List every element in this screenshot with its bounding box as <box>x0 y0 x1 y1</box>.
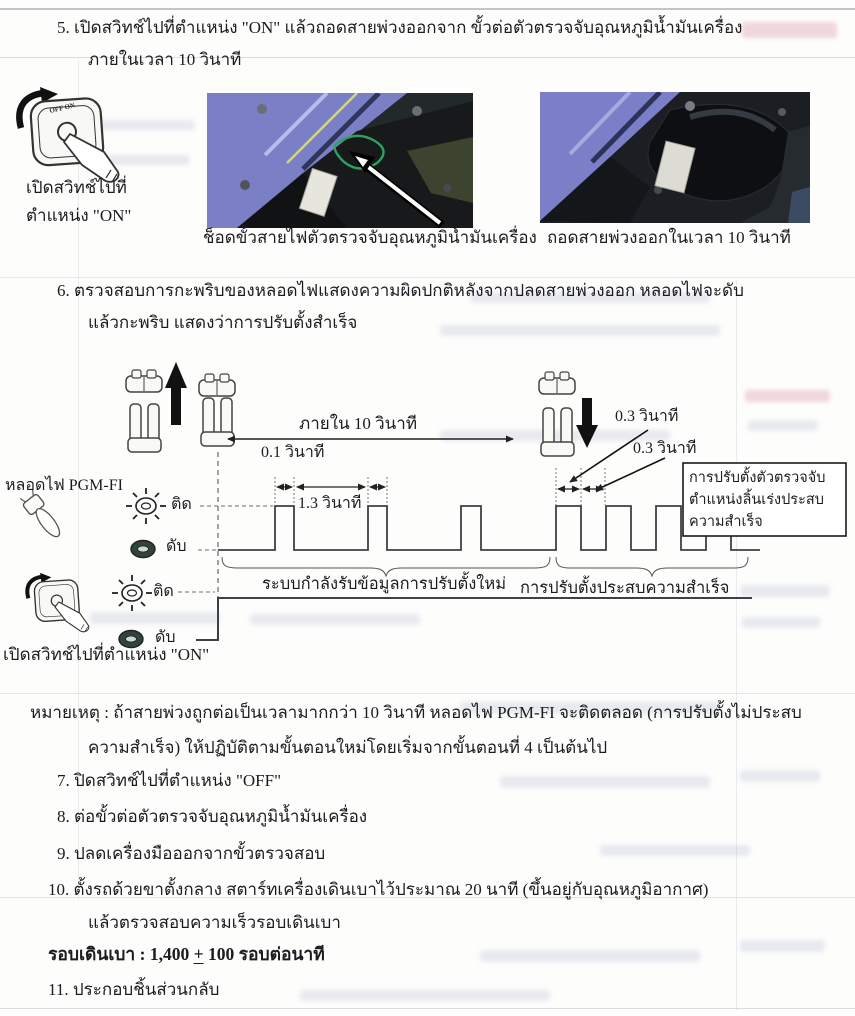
connector-body-reconnect <box>541 408 574 456</box>
bleedthrough-text <box>740 770 820 782</box>
note-line2: ความสำเร็จ) ให้ปฏิบัติตามขั้นตอนใหม่โดยเริ่มจากขั้นตอนที่ 4 เป็นต้นไป <box>88 738 608 757</box>
step-5-line2: ภายในเวลา 10 วินาที <box>88 50 242 69</box>
switch-on-trace <box>196 598 752 640</box>
receiving-data-label: ระบบกำลังรับข้อมูลการปรับตั้งใหม่ <box>262 574 507 593</box>
time-03s-label-b: 0.3 วินาที <box>633 440 697 457</box>
ignition-switch <box>19 87 118 182</box>
bleedthrough-line <box>0 277 855 278</box>
switch-caption-line1: เปิดสวิทช์ไปที่ <box>26 178 127 197</box>
connector-cap-reconnect <box>539 372 575 394</box>
bleedthrough-text <box>480 950 700 962</box>
photo2-caption: ถอดสายพ่วงออกในเวลา 10 วินาที <box>547 228 791 247</box>
step-7: 7. ปิดสวิทช์ไปที่ตำแหน่ง "OFF" <box>57 771 282 790</box>
pgmfi-lamp-label: หลอดไฟ PGM-FI <box>5 477 123 494</box>
pgmfi-bulb-icon <box>19 489 66 542</box>
connector-body-disconnected <box>128 404 161 452</box>
within-10s-label: ภายใน 10 วินาที <box>299 414 418 433</box>
step-6-line1: 6. ตรวจสอบการกะพริบของหลอดไฟแสดงความผิดปกติหลังจากปลดสายพ่วงออก หลอดไฟจะดับ <box>57 281 744 300</box>
lamp-on-icon <box>126 488 166 524</box>
success-note-line2: ตำแหน่งลิ้นเร่งประสบ <box>689 492 824 508</box>
bleedthrough-text <box>742 22 837 38</box>
success-note-line1: การปรับตั้งตัวตรวจจับ <box>689 470 826 486</box>
callout-arrow-03b <box>596 458 665 490</box>
bleedthrough-text <box>740 940 825 952</box>
switch-caption-line2: ตำแหน่ง "ON" <box>26 206 132 225</box>
bleedthrough-text <box>440 325 720 336</box>
reconnect-down-arrow <box>576 398 598 448</box>
brace-success <box>556 557 748 576</box>
time-01s-label: 0.1 วินาที <box>261 444 325 461</box>
step-5-line1: 5. เปิดสวิทช์ไปที่ตำแหน่ง "ON" แล้วถอดสายพ่วงออกจาก ขั้วต่อตัวตรวจจับอุณหภูมิน้ำมันเครื่อง <box>57 18 743 37</box>
step-11: 11. ประกอบชิ้นส่วนกลับ <box>48 980 220 999</box>
idle-speed-plusminus: + <box>193 944 204 964</box>
idle-speed-prefix: รอบเดินเบา : 1,400 <box>48 944 194 964</box>
lamp-on-icon-2 <box>112 575 152 611</box>
success-note-text <box>689 467 839 533</box>
connector-cap-disconnected <box>126 370 162 392</box>
ignition-switch-icon <box>8 84 143 184</box>
success-note-line3: ความสำเร็จ <box>689 514 763 530</box>
step-10-line1: 10. ตั้งรถด้วยขาตั้งกลาง สตาร์ทเครื่องเดินเบาไว้ประมาณ 20 นาที (ขึ้นอยู่กับอุณหภูมิอากาศ) <box>48 880 709 899</box>
lamp-off-icon <box>131 541 155 558</box>
bleedthrough-text <box>600 845 750 856</box>
lamp-on-label-2: ติด <box>153 583 174 600</box>
bleedthrough-line <box>0 8 855 10</box>
time-13s-label: 1.3 วินาที <box>298 495 362 512</box>
photo1-caption: ช็อดขั้วสายไฟตัวตรวจจับอุณหภูมิน้ำมันเครื่อง <box>203 228 537 247</box>
lamp-off-label-2: ดับ <box>155 629 176 646</box>
bleedthrough-line <box>0 693 855 694</box>
time-03s-label-a: 0.3 วินาที <box>615 408 679 425</box>
note-line1: หมายเหตุ : ถ้าสายพ่วงถูกต่อเป็นเวลามากกว่า 10 วินาที หลอดไฟ PGM-FI จะติดตลอด (การปรับตั้งไม่ประสบ <box>30 703 802 722</box>
ignition-switch-icon-small <box>27 573 89 632</box>
setting-success-label: การปรับตั้งประสบความสำเร็จ <box>520 578 730 597</box>
engine-photo-short-connector <box>207 93 473 228</box>
idle-speed-suffix: 100 รอบต่อนาที <box>203 944 325 964</box>
bleedthrough-text <box>300 990 550 1001</box>
step-9: 9. ปลดเครื่องมือออกจากขั้วตรวจสอบ <box>57 844 326 863</box>
engine-photo-remove-jumper <box>540 92 810 223</box>
lamp-on-label: ติด <box>171 496 192 513</box>
step-6-line2: แล้วกะพริบ แสดงว่าการปรับตั้งสำเร็จ <box>88 313 358 332</box>
bleedthrough-text <box>500 776 710 788</box>
bleedthrough-line <box>0 1008 855 1009</box>
idle-speed-spec <box>48 944 325 966</box>
step-10-line2: แล้วตรวจสอบความเร็วรอบเดินเบา <box>88 913 341 932</box>
switch-on-caption: เปิดสวิทช์ไปที่ตำแหน่ง "ON" <box>3 645 210 664</box>
disconnect-up-arrow <box>165 362 187 425</box>
switch-dial-text: OFF ON <box>48 101 76 115</box>
connector-joined-cap <box>199 374 235 396</box>
step-8: 8. ต่อขั้วต่อตัวตรวจจับอุณหภูมิน้ำมันเครื่อง <box>57 807 368 826</box>
lamp-off-label: ดับ <box>166 538 187 555</box>
